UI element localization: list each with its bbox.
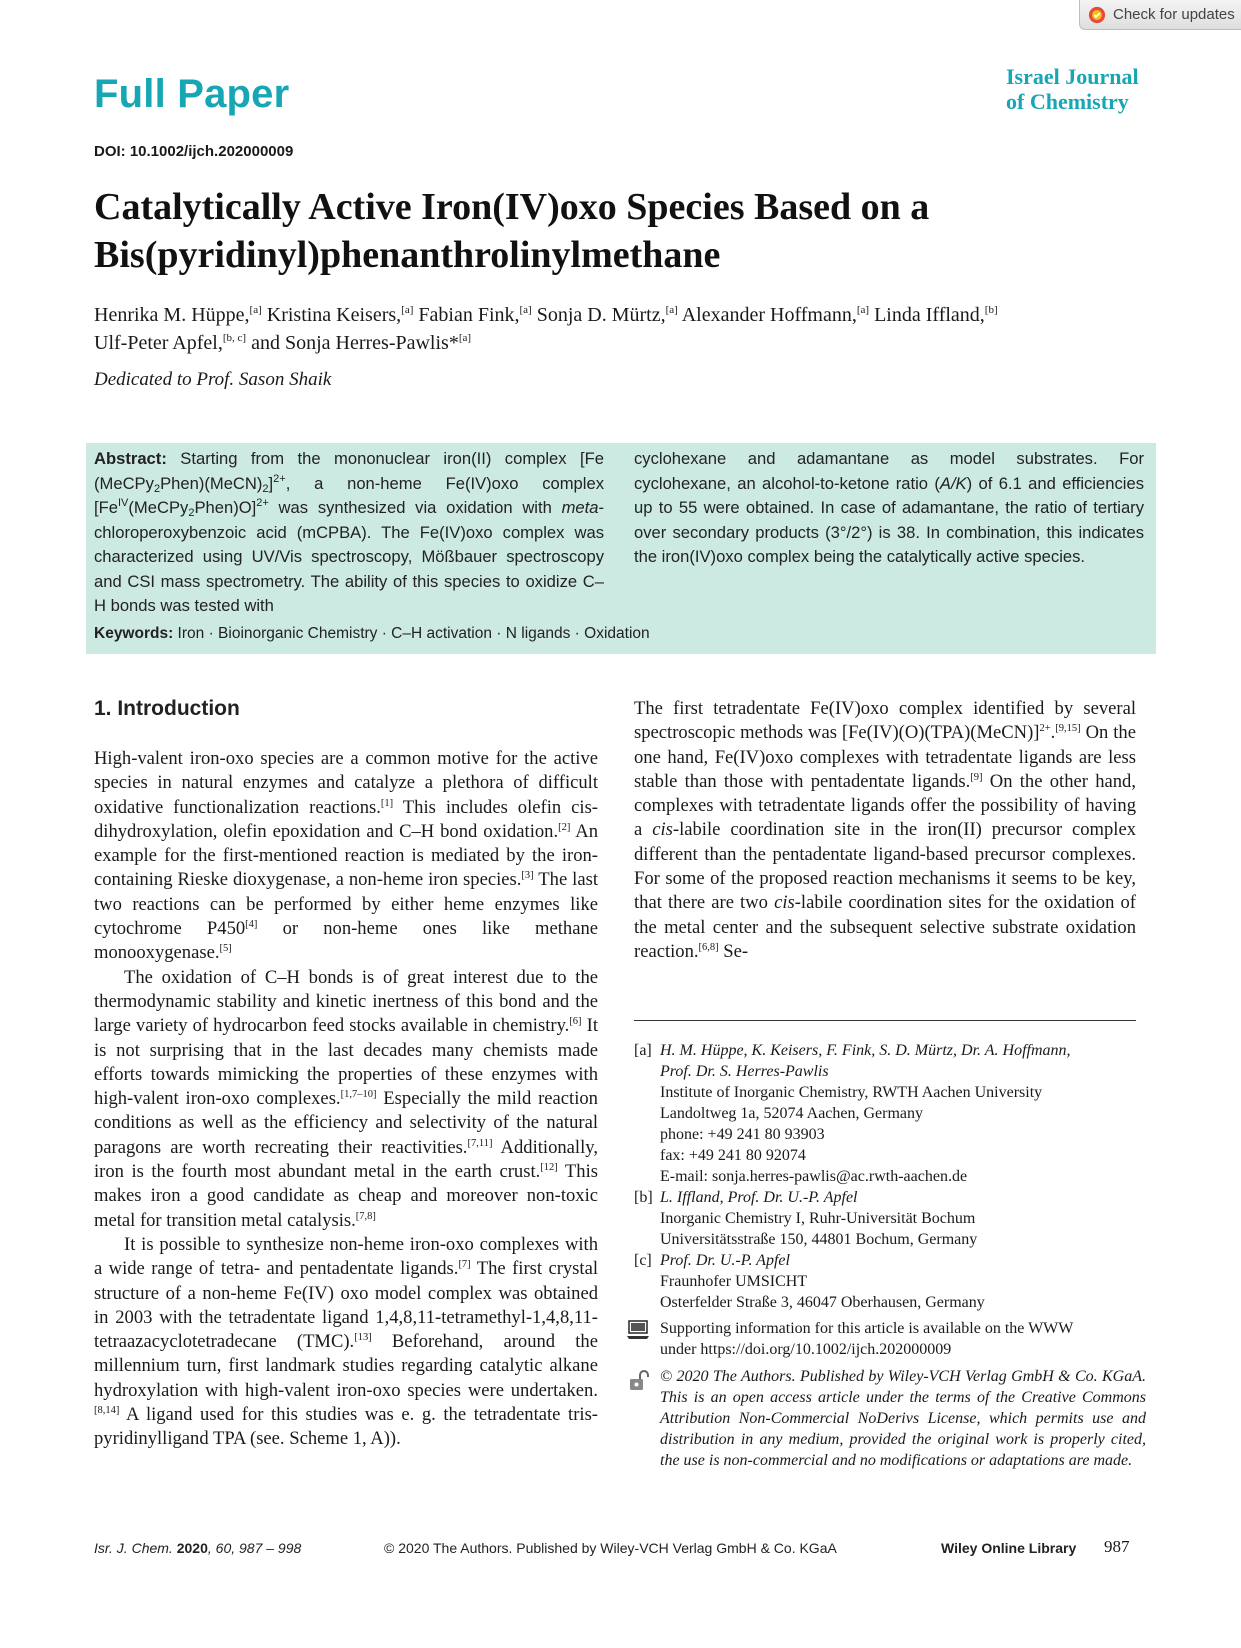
check-updates-label: Check for updates bbox=[1113, 6, 1235, 23]
affiliation-marker: [a] bbox=[249, 304, 262, 316]
abstract-label: Abstract: bbox=[94, 449, 167, 468]
author: and Sonja Herres-Pawlis* bbox=[246, 332, 459, 354]
reference-link[interactable]: [12] bbox=[540, 1162, 558, 1174]
abstract-column-1: Abstract: Starting from the mononuclear iron(II) complex [Fe $(MeCPy_2Phen)(MeCN)_2]^{2+}$, a non-heme Fe(IV)oxo complex $[Fe^{IV}(MeCPy_2Phen)O]^{2+}$ was synthesized via oxidation with meta-chloroperoxybenzoic acid (mCPBA). The Fe(IV)oxo complex was characterized using UV/Vis spectroscopy, Mößbauer spectroscopy and CSI mass spectrometry. The ability of this species to oxidize C–H bonds was tested with bbox=[94, 449, 604, 615]
reference-link[interactable]: [2] bbox=[558, 821, 571, 833]
keywords bbox=[94, 625, 650, 643]
wiley-online-library-link[interactable]: Wiley Online Library bbox=[941, 1540, 1077, 1556]
open-lock-icon bbox=[628, 1370, 650, 1392]
affiliation-marker: [a] bbox=[665, 304, 678, 316]
keywords-label: Keywords: bbox=[94, 625, 174, 642]
body-column-right bbox=[634, 697, 1136, 964]
reference-link[interactable]: [7] bbox=[458, 1259, 471, 1271]
supporting-info: Supporting information for this article is available on the WWW under https://doi.org/10.1002/ijch.202000009 bbox=[626, 1318, 1146, 1360]
paragraph: High-valent iron-oxo species are a common motive for the active species in natural enzymes and catalyze a plethora of difficult oxidative functionalization reactions.[1] This includes olefin cis-dihydroxylation, olefin epoxidation and C–H bond oxidation.[2] An example for the first-mentioned reaction is mediated by the iron-containing Rieske dioxygenase, a non-heme iron species.[3] The last two reactions can be performed by either heme enzymes like cytochrome P450[4] or non-heme ones like methane monooxygenase.[5] bbox=[94, 748, 598, 964]
paragraph: The first tetradentate Fe(IV)oxo complex identified by several spectroscopic methods was [Fe(IV)(O)(TPA)(MeCN)]$^{2+}$.[9,15] On the one hand, Fe(IV)oxo complexes with tetradentate ligands are less stable than those with pentadentate ligands.[9] On the other hand, complexes with tetradentate ligands offer the possibility of having a cis-labile coordination site in the iron(II) precursor complex different than the pentadentate ligand-based precursor complexes. For some of the proposed reaction mechanisms it seems to be key, that there are two cis-labile coordination sites for the oxidation of the metal center and the subsequent selective substrate oxidation reaction.[6,8] Se- bbox=[634, 698, 1136, 962]
doi: DOI: 10.1002/ijch.202000009 bbox=[94, 143, 294, 160]
reference-link[interactable]: [1,7–10] bbox=[340, 1089, 377, 1101]
affiliation-c: [c] Prof. Dr. U.-P. Apfel Fraunhofer UMSICHT Osterfelder Straße 3, 46047 Oberhausen, Germany bbox=[634, 1252, 985, 1311]
affiliation-b: [b] L. Iffland, Prof. Dr. U.-P. Apfel Inorganic Chemistry I, Ruhr-Universität Bochum Universitätsstraße 150, 44801 Bochum, Germany bbox=[634, 1189, 978, 1248]
journal-name-line1: Israel Journal bbox=[1006, 64, 1139, 89]
page-number: 987 bbox=[1104, 1537, 1130, 1556]
article-title bbox=[94, 183, 1144, 279]
reference-link[interactable]: [13] bbox=[354, 1332, 372, 1344]
email-link[interactable]: E-mail: sonja.herres-pawlis@ac.rwth-aachen.de bbox=[660, 1168, 968, 1185]
abstract-column-2: cyclohexane and adamantane as model substrates. For cyclohexane, an alcohol-to-ketone ratio (A/K) of 6.1 and efficiencies up to 55 were obtained. In case of adamantane, the ratio of tertiary over secondary products (3°/2°) is 38. In combination, this indicates the iron(IV)oxo complex being the catalytically active species. bbox=[634, 449, 1144, 566]
affiliation-a: [a] H. M. Hüppe, K. Keisers, F. Fink, S. D. Mürtz, Dr. A. Hoffmann, Prof. Dr. S. Herres-Pawlis Institute of Inorganic Chemistry, RWTH Aachen University Landoltweg 1a, 52074 Aachen, Germany phone: +49 241 80 93903 fax: +49 241 80 92074 E-mail: sonja.herres-pawlis@ac.rwth-aachen.de bbox=[634, 1040, 1144, 1187]
reference-link[interactable]: [9,15] bbox=[1055, 723, 1081, 735]
footer-citation: Isr. J. Chem. 2020, 60, 987 – 998 bbox=[94, 1540, 302, 1556]
reference-link[interactable]: [4] bbox=[245, 919, 258, 931]
check-updates-icon bbox=[1088, 6, 1106, 24]
license-note: © 2020 The Authors. Published by Wiley-VCH Verlag GmbH & Co. KGaA. This is an open access article under the terms of the Creative Commons Attribution Non-Commercial NoDerivs License, which permits use and distribution in any medium, provided the original work is properly cited, the use is non-commercial and no modifications or adaptations are made. bbox=[626, 1366, 1146, 1471]
abstract-box bbox=[86, 443, 1156, 654]
reference-link[interactable]: [9] bbox=[970, 771, 983, 783]
author-list bbox=[94, 301, 1154, 357]
affiliations bbox=[634, 1040, 1144, 1313]
paragraph: The oxidation of C–H bonds is of great interest due to the thermodynamic stability and kinetic inertness of this bond and the large variety of hydrocarbon feed stocks available in chemistry.[6] It is not surprising that in the last decades many chemists made efforts towards mimicking the properties of these enzymes with high-valent iron-oxo complexes.[1,7–10] Especially the mild reaction conditions as well as the efficiency and selectivity of the natural paragons are worth recreating their reactivities.[7,11] Additionally, iron is the fourth most abundant metal in the earth crust.[12] This makes iron a good candidate as cheap and moreover non-toxic metal for transition metal catalysis.[7,8] bbox=[94, 966, 598, 1231]
keywords-list: Iron · Bioinorganic Chemistry · C–H activation · N ligands · Oxidation bbox=[173, 625, 650, 642]
reference-link[interactable]: [3] bbox=[521, 870, 534, 882]
dedication: Dedicated to Prof. Sason Shaik bbox=[94, 369, 332, 390]
author: Kristina Keisers, bbox=[261, 304, 402, 326]
journal-name-line2: of Chemistry bbox=[1006, 89, 1129, 114]
reference-link[interactable]: [8,14] bbox=[94, 1405, 120, 1417]
reference-link[interactable]: [7,11] bbox=[467, 1137, 493, 1149]
title-line2: Bis(pyridinyl)phenanthrolinylmethane bbox=[94, 234, 721, 276]
journal-logo bbox=[1006, 64, 1146, 114]
computer-icon bbox=[626, 1320, 650, 1340]
check-for-updates-button[interactable] bbox=[1079, 0, 1241, 30]
author: Henrika M. Hüppe, bbox=[94, 304, 250, 326]
title-line1: Catalytically Active Iron(IV)oxo Species Based on a bbox=[94, 186, 930, 228]
section-heading: 1. Introduction bbox=[94, 697, 240, 720]
affiliation-marker: [a] bbox=[458, 332, 472, 344]
footnote-divider bbox=[634, 1020, 1136, 1021]
reference-link[interactable]: [1] bbox=[380, 797, 394, 809]
reference-link[interactable]: [7,8] bbox=[355, 1210, 376, 1222]
body-column-left bbox=[94, 747, 598, 1452]
author: Alexander Hoffmann, bbox=[677, 304, 857, 326]
affiliation-marker: [b, c] bbox=[222, 332, 247, 344]
author: Linda Iffland, bbox=[869, 304, 985, 326]
affiliation-marker: [a] bbox=[519, 304, 532, 316]
affiliation-marker: [a] bbox=[401, 304, 414, 316]
footer-copyright: © 2020 The Authors. Published by Wiley-VCH Verlag GmbH & Co. KGaA bbox=[384, 1540, 837, 1556]
author: Ulf-Peter Apfel, bbox=[94, 332, 223, 354]
affiliation-marker: [a] bbox=[856, 304, 870, 316]
reference-link[interactable]: [6] bbox=[569, 1016, 582, 1028]
reference-link[interactable]: [5] bbox=[219, 943, 232, 955]
reference-link[interactable]: [6,8] bbox=[698, 941, 719, 953]
affiliation-marker: [b] bbox=[984, 304, 998, 316]
section-label: Full Paper bbox=[94, 72, 290, 116]
author: Fabian Fink, bbox=[413, 304, 520, 326]
author: Sonja D. Mürtz, bbox=[531, 304, 666, 326]
supporting-info-link[interactable]: under https://doi.org/10.1002/ijch.202000009 bbox=[660, 1341, 952, 1358]
paragraph: It is possible to synthesize non-heme iron-oxo complexes with a wide range of tetra- and pentadentate ligands.[7] The first crystal structure of a non-heme Fe(IV) oxo model complex was obtained in 2003 with the tetradentate ligand 1,4,8,11-tetramethyl-1,4,8,11-tetraazacyclotetradecane (TMC).[13] Beforehand, around the millennium turn, first landmark studies regarding catalytic alkane hydroxylation with high-valent iron-oxo species were undertaken.[8,14] A ligand used for this studies was e. g. the tetradentate tris-pyridinylligand TPA (see. Scheme 1, A)). bbox=[94, 1233, 599, 1450]
